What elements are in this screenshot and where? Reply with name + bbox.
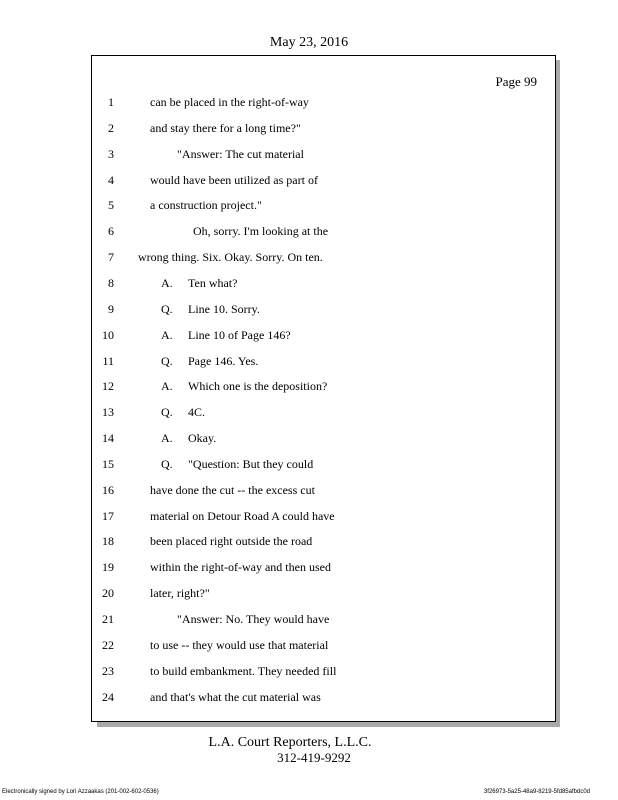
transcript-line [92,147,555,167]
transcript-line [92,638,555,658]
line-text: Ten what? [188,275,238,290]
transcript-line [92,405,555,425]
transcript-line [92,509,555,529]
transcript-line [92,354,555,374]
line-number: 21 [102,612,114,626]
transcript-line [92,483,555,503]
line-number: 16 [102,482,114,497]
speaker-label: A. [161,431,173,446]
speaker-label: Q. [161,301,173,316]
line-number: 2 [108,120,114,135]
line-text: wrong thing. Six. Okay. Sorry. On ten. [138,250,323,265]
transcript-line [92,121,555,141]
transcript-line [92,198,555,218]
line-text: 4C. [188,405,206,420]
line-text: Which one is the deposition? [188,379,328,394]
line-number: 24 [102,689,114,704]
line-number: 1 [108,95,114,109]
transcript-line [92,586,555,606]
line-number: 18 [102,534,114,549]
transcript-line [92,224,555,244]
line-number: 23 [102,663,114,678]
line-number: 5 [108,198,114,213]
line-text: Okay. [188,431,217,446]
line-number: 7 [108,250,114,265]
line-text: Line 10 of Page 146? [188,327,291,342]
transcript-line [92,431,555,451]
line-number: 8 [108,275,114,290]
transcript-line [92,457,555,477]
transcript-line [92,690,555,710]
transcript-line [92,173,555,193]
line-text: and that's what the cut material was [150,689,321,704]
speaker-label: Q. [161,456,173,471]
court-reporter-firm: L.A. Court Reporters, L.L.C. [208,735,372,750]
electronic-signature: Electronically signed by Lori Azzaakas (201-002-602-0536) [2,789,159,795]
line-text: later, right?" [150,586,210,601]
line-text: can be placed in the right-of-way [150,95,309,109]
document-id: 3f26973-5a25-48a9-8219-5fd85afbdc0d [483,789,590,795]
line-text: a construction project." [150,198,262,213]
line-text: Line 10. Sorry. [188,301,260,316]
line-text: have done the cut -- the excess cut [150,482,315,497]
speaker-label: A. [161,327,173,342]
line-text: been placed right outside the road [150,534,313,549]
speaker-label: Q. [161,405,173,420]
line-number: 4 [108,172,114,187]
transcript-line [92,302,555,322]
line-number: 15 [102,456,114,471]
speaker-label: A. [161,275,173,290]
line-text: "Question: But they could [188,456,314,471]
transcript-page [91,55,556,722]
line-number: 3 [108,146,114,161]
speaker-label: Q. [161,353,173,368]
transcript-date: May 23, 2016 [269,35,349,50]
transcript-line [92,612,555,632]
line-number: 12 [102,379,114,394]
line-number: 14 [102,431,114,446]
line-number: 20 [102,586,114,601]
line-number: 17 [102,508,114,523]
page-number: Page 99 [495,74,537,89]
line-number: 10 [102,327,114,342]
transcript-line [92,664,555,684]
transcript-line [92,379,555,399]
line-text: to use -- they would use that material [150,637,329,652]
transcript-line [92,250,555,270]
line-text: within the right-of-way and then used [150,560,331,575]
line-number: 9 [108,301,114,316]
line-text: to build embankment. They needed fill [150,663,337,678]
transcript-line [92,328,555,348]
line-number: 22 [102,637,114,652]
line-text: material on Detour Road A could have [150,508,335,523]
line-number: 13 [102,405,114,420]
line-number: 19 [102,560,114,575]
line-text: Page 146. Yes. [188,353,259,368]
line-text: would have been utilized as part of [150,172,318,187]
line-text: and stay there for a long time?" [150,120,301,135]
speaker-label: A. [161,379,173,394]
transcript-line [92,534,555,554]
line-text: "Answer: No. They would have [177,612,330,626]
line-number: 11 [102,353,114,368]
transcript-line [92,276,555,296]
line-text: Oh, sorry. I'm looking at the [193,224,329,239]
transcript-line [92,95,555,115]
court-reporter-phone: 312-419-9292 [277,750,351,765]
line-number: 6 [108,224,114,239]
transcript-line [92,560,555,580]
line-text: "Answer: The cut material [177,146,304,161]
